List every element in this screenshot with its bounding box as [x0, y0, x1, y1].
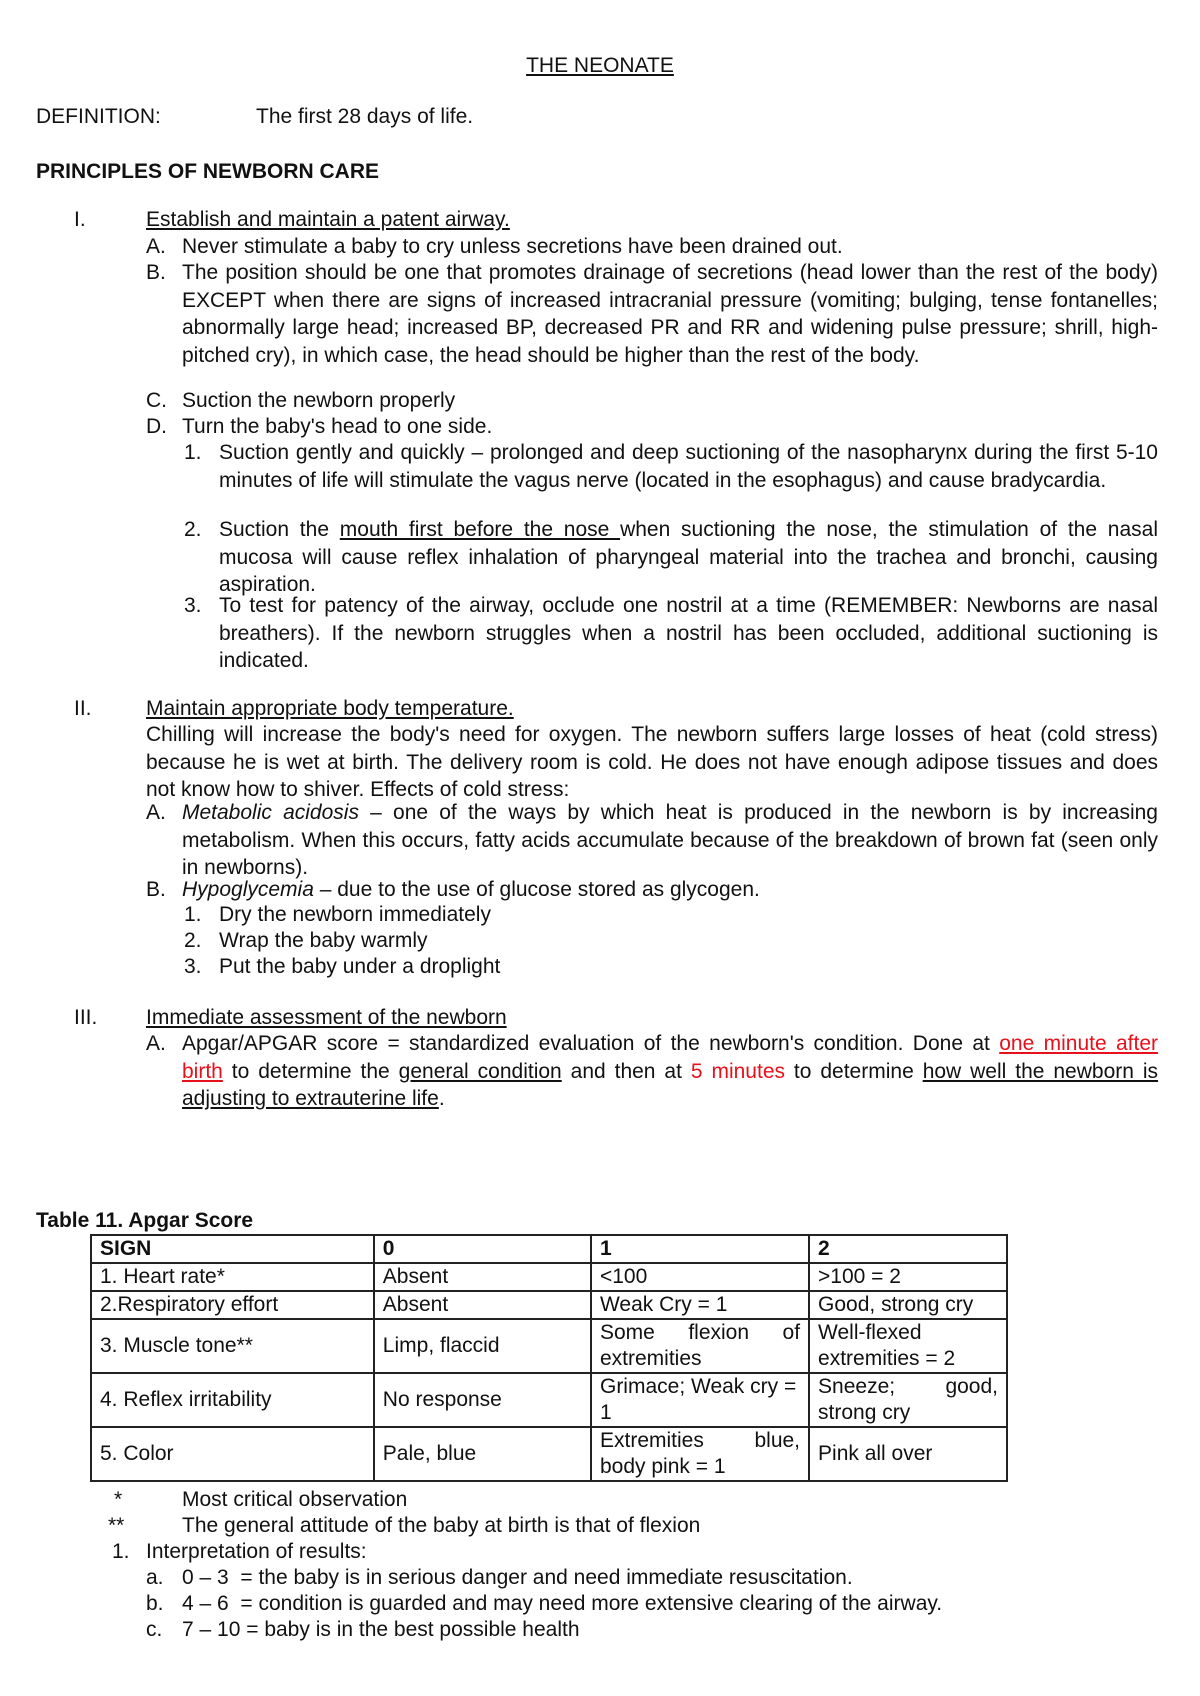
- table-cell: Well-flexed extremities = 2: [809, 1319, 1007, 1373]
- table-cell: Sneeze; good, strong cry: [809, 1373, 1007, 1427]
- table-cell: 2.Respiratory effort: [91, 1291, 374, 1319]
- s2-item1-num: 1.: [184, 903, 202, 926]
- table-cell: Weak Cry = 1: [591, 1291, 809, 1319]
- page-title: THE NEONATE: [526, 54, 674, 77]
- s1-item1-text: Suction gently and quickly – prolonged and deep suctioning of the nasopharynx during the first 5-10 minutes of life will stimulate the vagus nerve (located in the esophagus) and cause bradycardia.: [219, 441, 1158, 492]
- section1-numeral: I.: [74, 208, 86, 231]
- s2-item2-num: 2.: [184, 929, 202, 952]
- s3-A-five-minutes: 5 minutes: [690, 1059, 785, 1083]
- s1-B-text: The position should be one that promotes drainage of secretions (head lower than the rest of the body) EXCEPT when there are signs of increased intracranial pressure (vomiting; bulging, tense fontanelles; abnormally large head; increased BP, decreased PR and RR and widening pulse pressure; shrill, high-pitched cry), in which case, the head should be higher than the rest of the body.: [182, 261, 1158, 367]
- interp-text: 4 – 6 = condition is guarded and may need more extensive clearing of the airway.: [182, 1592, 943, 1615]
- table-cell: Good, strong cry: [809, 1291, 1007, 1319]
- table-cell: 5. Color: [91, 1427, 374, 1481]
- table-cell: Absent: [374, 1263, 591, 1291]
- s2-A-body: – one of the ways by which heat is produced in the newborn is by increasing metabolism. When this occurs, fatty acids accumulate because of the breakdown of brown fat (seen only in newborns).: [182, 801, 1158, 879]
- s2-item3-num: 3.: [184, 955, 202, 978]
- table-cell: Some flexion of extremities: [591, 1319, 809, 1373]
- s1-item3-text: To test for patency of the airway, occlude one nostril at a time (REMEMBER: Newborns are nasal breathers). If the newborn struggles when a nostril has been occluded, additional suctioning is indicated.: [219, 594, 1158, 672]
- s3-A-p3: and then at: [561, 1059, 691, 1083]
- principles-heading: PRINCIPLES OF NEWBORN CARE: [36, 160, 380, 183]
- s3-A-p5: .: [438, 1087, 445, 1110]
- s3-A-adjusting: how well the newborn is adjusting to extrauterine life: [182, 1059, 1159, 1110]
- table-cell: Pale, blue: [374, 1427, 591, 1481]
- s1-B-letter: B.: [146, 261, 166, 284]
- definition-value: The first 28 days of life.: [256, 105, 474, 128]
- footnote-text: The general attitude of the baby at birth is that of flexion: [182, 1514, 701, 1537]
- table-row: [91, 1319, 1007, 1373]
- interp-text: 0 – 3 = the baby is in serious danger and need immediate resuscitation.: [182, 1566, 853, 1589]
- s2-item2-text: Wrap the baby warmly: [219, 929, 428, 952]
- s3-A-p2: to determine the: [222, 1059, 399, 1083]
- apgar-table: [90, 1234, 1008, 1482]
- table-cell: 4. Reflex irritability: [91, 1373, 374, 1427]
- table-row: [91, 1427, 1007, 1481]
- footnote-mark: **: [108, 1514, 125, 1537]
- footnote-text: Most critical observation: [182, 1488, 408, 1511]
- section3-heading: Immediate assessment of the newborn: [146, 1006, 507, 1029]
- s1-C-text: Suction the newborn properly: [182, 389, 456, 412]
- table-row: [91, 1373, 1007, 1427]
- s3-A-general-condition: general condition: [398, 1059, 562, 1083]
- s1-item2-text: [219, 516, 1158, 599]
- table-cell: Extremities blue, body pink = 1: [591, 1427, 809, 1481]
- s1-D-text: Turn the baby's head to one side.: [182, 415, 493, 438]
- table-cell: No response: [374, 1373, 591, 1427]
- interpretation-num: 1.: [112, 1540, 130, 1563]
- table-cell: Pink all over: [809, 1427, 1007, 1481]
- interpretation-heading: Interpretation of results:: [146, 1540, 367, 1563]
- s1-A-letter: A.: [146, 235, 166, 258]
- interp-letter: b.: [146, 1592, 164, 1615]
- s1-D-letter: D.: [146, 415, 167, 438]
- s1-item2-num: 2.: [184, 518, 202, 541]
- s1-item2-pre: Suction the: [219, 518, 340, 541]
- s3-A-p1: Apgar/APGAR score = standardized evaluation of the newborn's condition. Done at: [182, 1032, 1000, 1055]
- s1-item1-num: 1.: [184, 441, 202, 464]
- table-cell: Grimace; Weak cry = 1: [591, 1373, 809, 1427]
- s3-A-one-minute: one minute after birth: [182, 1032, 1159, 1083]
- table-header-row: [91, 1235, 1007, 1263]
- s2-A-text: [182, 799, 1158, 882]
- s2-B-term: Hypoglycemia: [182, 878, 314, 901]
- s2-B-body: – due to the use of glucose stored as glycogen.: [313, 878, 760, 901]
- table-header: 1: [591, 1235, 809, 1263]
- section2-numeral: II.: [74, 697, 92, 720]
- section3-numeral: III.: [74, 1006, 98, 1029]
- table-cell: Absent: [374, 1291, 591, 1319]
- s3-A-letter: A.: [146, 1032, 166, 1055]
- table-row: [91, 1263, 1007, 1291]
- s1-item2-post: when suctioning the nose, the stimulation of the nasal mucosa will cause reflex inhalation of pharyngeal material into the trachea and bronchi, causing aspiration.: [219, 518, 1159, 596]
- section1-heading: Establish and maintain a patent airway.: [146, 208, 510, 231]
- table-header: 2: [809, 1235, 1007, 1263]
- s2-item3-text: Put the baby under a droplight: [219, 955, 501, 978]
- interp-letter: a.: [146, 1566, 164, 1589]
- table-cell: <100: [591, 1263, 809, 1291]
- footnote-mark: *: [114, 1488, 123, 1511]
- table-title: Table 11. Apgar Score: [36, 1209, 254, 1232]
- s2-B-letter: B.: [146, 878, 166, 901]
- s2-item1-text: Dry the newborn immediately: [219, 903, 491, 926]
- table-header: SIGN: [91, 1235, 374, 1263]
- s2-A-term: Metabolic acidosis: [182, 801, 359, 824]
- definition-label: DEFINITION:: [36, 105, 161, 128]
- table-row: [91, 1291, 1007, 1319]
- section2-heading: Maintain appropriate body temperature.: [146, 697, 514, 720]
- s1-item2-underlined: mouth first before the nose: [339, 518, 621, 541]
- interp-letter: c.: [146, 1618, 163, 1641]
- table-cell: 1. Heart rate*: [91, 1263, 374, 1291]
- table-header: 0: [374, 1235, 591, 1263]
- s3-A-text: [182, 1030, 1158, 1113]
- s1-A-text: Never stimulate a baby to cry unless secretions have been drained out.: [182, 235, 843, 258]
- table-cell: >100 = 2: [809, 1263, 1007, 1291]
- s2-A-letter: A.: [146, 801, 166, 824]
- s1-item3-num: 3.: [184, 594, 202, 617]
- s2-B-text: [182, 876, 1158, 904]
- table-cell: Limp, flaccid: [374, 1319, 591, 1373]
- section2-intro: Chilling will increase the body's need for oxygen. The newborn suffers large losses of heat (cold stress) because he is wet at birth. The delivery room is cold. He does not have enough adipose tissues and does not know how to shiver. Effects of cold stress:: [146, 723, 1158, 801]
- s3-A-p4: to determine: [785, 1059, 923, 1083]
- s1-C-letter: C.: [146, 389, 167, 412]
- interp-text: 7 – 10 = baby is in the best possible health: [182, 1618, 580, 1641]
- table-cell: 3. Muscle tone**: [91, 1319, 374, 1373]
